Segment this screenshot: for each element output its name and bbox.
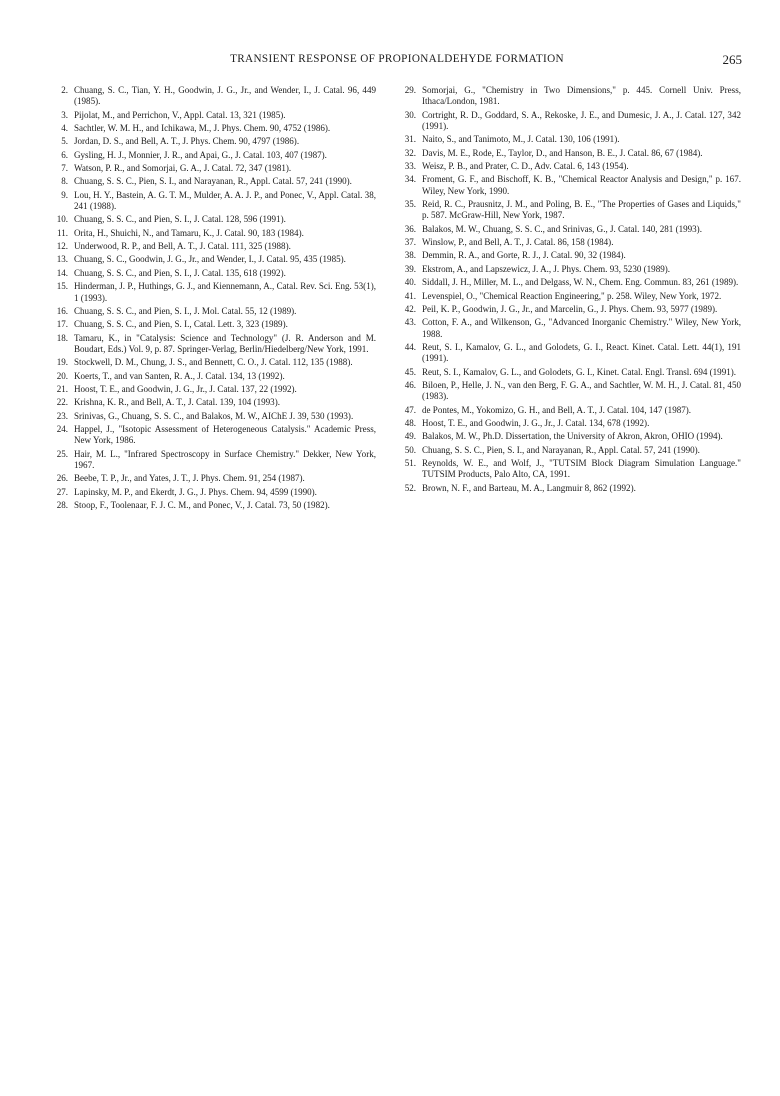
reference-number: 35.: [404, 199, 416, 210]
reference-item: [396, 291, 741, 302]
reference-number: 48.: [404, 417, 416, 428]
reference-number: 20.: [56, 370, 68, 381]
reference-item: [396, 110, 741, 133]
reference-text: Somorjai, G., "Chemistry in Two Dimensions," p. 445. Cornell Univ. Press, Ithaca/London, 1981.: [422, 85, 741, 107]
reference-text: Sachtler, W. M. H., and Ichikawa, M., J. Phys. Chem. 90, 4752 (1986).: [74, 123, 331, 134]
references-column-left: [48, 85, 376, 513]
reference-item: [396, 250, 741, 261]
reference-item: [48, 500, 376, 511]
reference-text: Levenspiel, O., "Chemical Reaction Engineering," p. 258. Wiley, New York, 1972.: [422, 290, 722, 301]
reference-text: Underwood, R. P., and Bell, A. T., J. Catal. 111, 325 (1988).: [74, 241, 291, 252]
reference-number: 22.: [56, 397, 68, 408]
reference-item: [396, 342, 741, 365]
reference-text: Reynolds, W. E., and Wolf, J., "TUTSIM Block Diagram Simulation Language." TUTSIM Products, Palo Alto, CA, 1991.: [422, 457, 741, 480]
reference-item: [48, 449, 376, 472]
reference-text: Reut, S. I., Kamalov, G. L., and Golodets, G. I., React. Kinet. Catal. Lett. 44(1), 191 (1991).: [422, 341, 741, 364]
reference-text: Reid, R. C., Prausnitz, J. M., and Poling, B. E., "The Properties of Gases and Liquids," p. 587. McGraw-Hill, New York, 1987.: [422, 199, 741, 221]
reference-number: 13.: [56, 254, 68, 265]
reference-text: Krishna, K. R., and Bell, A. T., J. Catal. 139, 104 (1993).: [74, 397, 280, 408]
reference-number: 29.: [404, 85, 416, 95]
reference-text: Chuang, S. S. C., and Pien, S. I., J. Catal. 128, 596 (1991).: [74, 214, 286, 225]
reference-text: Ekstrom, A., and Lapszewicz, J. A., J. Phys. Chem. 93, 5230 (1989).: [422, 263, 671, 274]
reference-number: 38.: [404, 250, 416, 261]
reference-number: 24.: [56, 423, 68, 434]
reference-item: [396, 445, 741, 456]
reference-item: [396, 134, 741, 145]
reference-text: Peil, K. P., Goodwin, J. G., Jr., and Marcelin, G., J. Phys. Chem. 93, 5977 (1989).: [422, 303, 718, 314]
reference-item: [48, 228, 376, 239]
reference-text: Beebe, T. P., Jr., and Yates, J. T., J. Phys. Chem. 91, 254 (1987).: [74, 473, 305, 484]
reference-number: 4.: [61, 123, 68, 134]
reference-text: Naito, S., and Tanimoto, M., J. Catal. 130, 106 (1991).: [422, 134, 620, 145]
reference-number: 9.: [61, 189, 68, 200]
reference-text: Hoost, T. E., and Goodwin, J. G., Jr., J. Catal. 134, 678 (1992).: [422, 417, 650, 428]
page-header: [52, 52, 742, 70]
reference-number: 16.: [56, 305, 68, 316]
reference-item: [48, 163, 376, 174]
reference-text: Cortright, R. D., Goddard, S. A., Rekoske, J. E., and Dumesic, J. A., J. Catal. 127, 342 (1991).: [422, 109, 741, 132]
reference-text: Pijolat, M., and Perrichon, V., Appl. Catal. 13, 321 (1985).: [74, 109, 286, 120]
reference-number: 28.: [56, 500, 68, 510]
reference-item: [396, 85, 741, 108]
reference-item: [396, 237, 741, 248]
reference-text: Chuang, S. S. C., and Pien, S. I., J. Catal. 135, 618 (1992).: [74, 267, 286, 278]
reference-text: Chuang, S. C., Goodwin, J. G., Jr., and Wender, I., J. Catal. 95, 435 (1985).: [74, 254, 346, 265]
reference-item: [48, 110, 376, 121]
reference-item: [48, 397, 376, 408]
reference-number: 18.: [56, 332, 68, 343]
reference-item: [396, 431, 741, 442]
reference-text: Koerts, T., and van Santen, R. A., J. Catal. 134, 13 (1992).: [74, 370, 285, 381]
reference-number: 46.: [404, 379, 416, 390]
reference-text: Chuang, S. C., Tian, Y. H., Goodwin, J. G., Jr., and Wender, I., J. Catal. 96, 449 (1985).: [74, 85, 376, 107]
reference-item: [396, 483, 741, 494]
reference-text: de Pontes, M., Yokomizo, G. H., and Bell, A. T., J. Catal. 104, 147 (1987).: [422, 404, 692, 415]
running-title: TRANSIENT RESPONSE OF PROPIONALDEHYDE FORMATION: [230, 53, 564, 65]
reference-item: [396, 317, 741, 340]
reference-number: 6.: [61, 149, 68, 160]
reference-item: [48, 281, 376, 304]
reference-text: Tamaru, K., in "Catalysis: Science and Technology" (J. R. Anderson and M. Boudart, Eds.) Vol. 9, p. 87. Springer-Verlag, Berlin/Hiedelberg/New York, 1991.: [74, 332, 376, 354]
reference-text: Chuang, S. S. C., Pien, S. I., and Narayanan, R., Appl. Catal. 57, 241 (1990).: [422, 444, 700, 455]
reference-text: Balakos, M. W., Chuang, S. S. C., and Srinivas, G., J. Catal. 140, 281 (1993).: [422, 223, 702, 234]
reference-list-right: [396, 85, 741, 494]
reference-number: 12.: [56, 241, 68, 252]
reference-number: 15.: [56, 281, 68, 292]
reference-text: Demmin, R. A., and Gorte, R. J., J. Catal. 90, 32 (1984).: [422, 250, 626, 261]
reference-number: 2.: [61, 85, 68, 95]
reference-item: [48, 241, 376, 252]
reference-item: [48, 384, 376, 395]
reference-number: 47.: [404, 404, 416, 415]
reference-text: Hoost, T. E., and Goodwin, J. G., Jr., J. Catal. 137, 22 (1992).: [74, 383, 297, 394]
reference-number: 11.: [57, 227, 68, 238]
reference-text: Froment, G. F., and Bischoff, K. B., "Chemical Reactor Analysis and Design," p. 167. Wiley, New York, 1990.: [422, 174, 741, 196]
reference-text: Happel, J., "Isotopic Assessment of Heterogeneous Catalysis." Academic Press, New York, 1986.: [74, 423, 376, 446]
reference-item: [48, 306, 376, 317]
references-column-right: [396, 85, 741, 496]
reference-text: Weisz, P. B., and Prater, C. D., Adv. Catal. 6, 143 (1954).: [422, 161, 629, 172]
reference-number: 45.: [404, 366, 416, 377]
reference-text: Winslow, P., and Bell, A. T., J. Catal. 86, 158 (1984).: [422, 237, 614, 248]
reference-item: [48, 473, 376, 484]
page-number: 265: [722, 52, 742, 67]
reference-item: [396, 224, 741, 235]
reference-item: [396, 405, 741, 416]
reference-text: Hinderman, J. P., Huthings, G. J., and Kiennemann, A., Catal. Rev. Sci. Eng. 53(1), 1 (1993).: [74, 281, 376, 303]
reference-item: [48, 357, 376, 368]
reference-number: 40.: [404, 277, 416, 288]
reference-number: 17.: [56, 319, 68, 330]
reference-text: Lou, H. Y., Bastein, A. G. T. M., Mulder, A. A. J. P., and Ponec, V., Appl. Catal. 38, 241 (1988).: [74, 189, 376, 212]
reference-number: 44.: [404, 341, 416, 352]
reference-item: [48, 319, 376, 330]
reference-text: Davis, M. E., Rode, E., Taylor, D., and Hanson, B. E., J. Catal. 86, 67 (1984).: [422, 147, 703, 158]
reference-number: 14.: [56, 267, 68, 278]
reference-text: Brown, N. F., and Barteau, M. A., Langmuir 8, 862 (1992).: [422, 482, 636, 493]
reference-item: [396, 161, 741, 172]
reference-item: [396, 380, 741, 403]
reference-item: [48, 424, 376, 447]
reference-item: [396, 264, 741, 275]
reference-number: 36.: [404, 223, 416, 234]
reference-item: [396, 304, 741, 315]
reference-text: Chuang, S. S. C., Pien, S. I., and Narayanan, R., Appl. Catal. 57, 241 (1990).: [74, 176, 352, 187]
reference-list-left: [48, 85, 376, 511]
reference-number: 37.: [404, 237, 416, 248]
reference-text: Srinivas, G., Chuang, S. S. C., and Balakos, M. W., AIChE J. 39, 530 (1993).: [74, 410, 354, 421]
reference-number: 49.: [404, 431, 416, 442]
reference-item: [396, 418, 741, 429]
reference-text: Lapinsky, M. P., and Ekerdt, J. G., J. Phys. Chem. 94, 4599 (1990).: [74, 486, 317, 497]
reference-text: Balakos, M. W., Ph.D. Dissertation, the University of Akron, Akron, OHIO (1994).: [422, 431, 723, 442]
reference-number: 26.: [56, 473, 68, 484]
reference-text: Reut, S. I., Kamalov, G. L., and Golodets, G. I., Kinet. Catal. Engl. Transl. 694 (1991).: [422, 366, 737, 377]
reference-text: Orita, H., Shuichi, N., and Tamaru, K., J. Catal. 90, 183 (1984).: [74, 227, 304, 238]
reference-number: 32.: [404, 147, 416, 158]
reference-item: [396, 458, 741, 481]
reference-number: 33.: [404, 161, 416, 172]
reference-number: 43.: [404, 317, 416, 328]
reference-text: Watson, P. R., and Somorjai, G. A., J. Catal. 72, 347 (1981).: [74, 163, 292, 174]
reference-number: 19.: [56, 357, 68, 368]
reference-item: [48, 85, 376, 108]
reference-number: 3.: [61, 109, 68, 120]
reference-number: 7.: [61, 163, 68, 174]
reference-number: 34.: [404, 174, 416, 185]
reference-number: 27.: [56, 486, 68, 497]
reference-number: 5.: [61, 136, 68, 147]
reference-number: 25.: [56, 448, 68, 459]
reference-text: Jordan, D. S., and Bell, A. T., J. Phys. Chem. 90, 4797 (1986).: [74, 136, 300, 147]
reference-number: 10.: [56, 214, 68, 225]
reference-item: [48, 411, 376, 422]
reference-item: [48, 371, 376, 382]
reference-item: [48, 123, 376, 134]
reference-item: [48, 487, 376, 498]
reference-item: [48, 214, 376, 225]
reference-item: [396, 277, 741, 288]
reference-text: Gysling, H. J., Monnier, J. R., and Apai, G., J. Catal. 103, 407 (1987).: [74, 149, 327, 160]
reference-item: [48, 190, 376, 213]
reference-item: [48, 150, 376, 161]
reference-item: [396, 199, 741, 222]
reference-text: Stoop, F., Toolenaar, F. J. C. M., and Ponec, V., J. Catal. 73, 50 (1982).: [74, 500, 330, 510]
reference-item: [48, 333, 376, 356]
reference-number: 8.: [61, 176, 68, 187]
reference-text: Chuang, S. S. C., and Pien, S. I., J. Mol. Catal. 55, 12 (1989).: [74, 305, 297, 316]
reference-item: [48, 136, 376, 147]
reference-item: [396, 367, 741, 378]
reference-item: [48, 254, 376, 265]
reference-number: 41.: [404, 290, 416, 301]
reference-number: 30.: [404, 109, 416, 120]
reference-item: [48, 176, 376, 187]
reference-item: [396, 148, 741, 159]
reference-text: Cotton, F. A., and Wilkenson, G., "Advanced Inorganic Chemistry." Wiley, New York, 1988.: [422, 317, 741, 339]
reference-text: Hair, M. L., "Infrared Spectroscopy in Surface Chemistry." Dekker, New York, 1967.: [74, 448, 376, 470]
reference-text: Stockwell, D. M., Chung, J. S., and Bennett, C. O., J. Catal. 112, 135 (1988).: [74, 357, 353, 368]
reference-item: [48, 268, 376, 279]
reference-text: Chuang, S. S. C., and Pien, S. I., Catal. Lett. 3, 323 (1989).: [74, 319, 288, 330]
reference-number: 52.: [404, 482, 416, 493]
reference-text: Siddall, J. H., Miller, M. L., and Delgass, W. N., Chem. Eng. Commun. 83, 261 (1989).: [422, 277, 739, 288]
reference-item: [396, 174, 741, 197]
reference-text: Biloen, P., Helle, J. N., van den Berg, F. G. A., and Sachtler, W. M. H., J. Catal. 81, 450 (1983).: [422, 379, 741, 402]
reference-number: 42.: [404, 303, 416, 314]
reference-number: 51.: [404, 457, 416, 468]
reference-number: 39.: [404, 263, 416, 274]
reference-number: 23.: [56, 410, 68, 421]
reference-number: 31.: [404, 134, 416, 145]
reference-number: 50.: [404, 444, 416, 455]
reference-number: 21.: [56, 383, 68, 394]
